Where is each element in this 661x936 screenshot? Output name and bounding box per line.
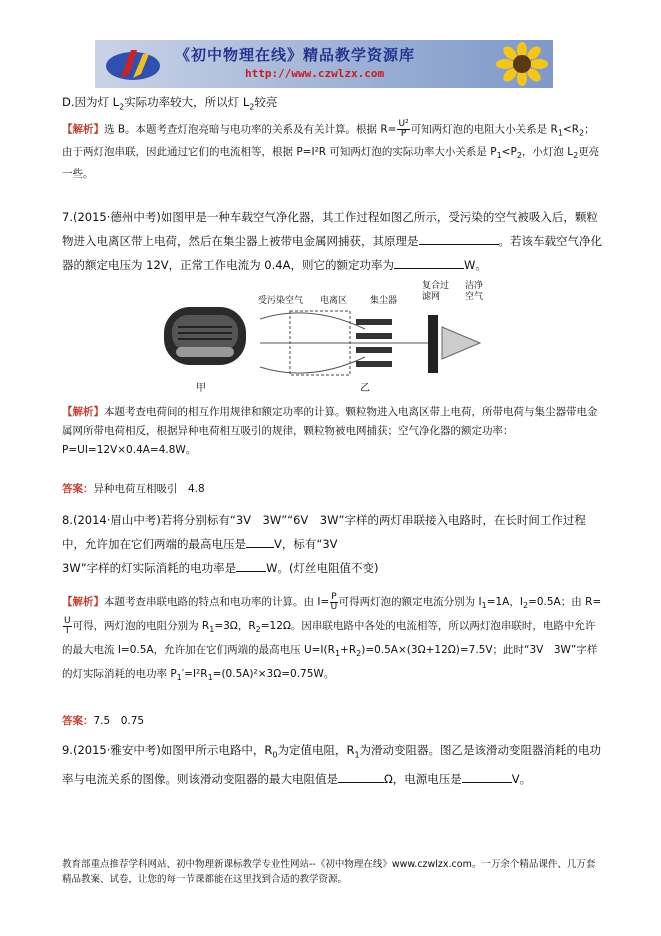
figure-air-purifier	[160, 281, 500, 399]
q7-answer: 答案：异种电荷互相吸引 4.8	[62, 483, 205, 495]
fig-label-collector: 集尘器	[370, 296, 398, 306]
q9-blank-2[interactable]	[462, 770, 512, 783]
fraction-u2-over-p: $\frac{\text{U²}}{P}$	[398, 119, 409, 139]
fig-label-dirty-air: 受污染空气	[258, 296, 304, 306]
q8-blank-2[interactable]	[236, 559, 266, 572]
site-logo-icon	[103, 44, 163, 84]
fig-label-a: 甲	[196, 383, 206, 394]
fraction-u-over-i: $\frac{U}{I}$	[64, 615, 71, 636]
fig-label-filter: 复合过滤网	[422, 281, 450, 302]
fig-label-b: 乙	[360, 383, 370, 394]
header-title: 《初中物理在线》精品教学资源库	[175, 46, 416, 64]
q8-analysis: 【解析】本题考查串联电路的特点和电功率的计算。由 I= $\frac{P}{U}$ 可得两灯泡的额定电流分别为 $I_1=1A$，$I_2=0.5A$；由 R= $\frac{U}{I}$ 可得，两灯泡的电阻分别为 $R_1=3\Omega$，$R_2=12\Omega$。因串联电路中各处的电流相等，所以两灯泡串联时，电路中允许的最大电流 I=0.5A，允许加在它们两端的最高电压 $U=I(R_1+R_2)=0.5A\times(3\Omega+12\Omega)=7.5V$；此时“3V 3W”字样的灯实际消耗的电功率 $P_1'=I^2R_1=(0.5A)^2\times 3\Omega=0.75W$。	[62, 591, 602, 683]
header-banner	[95, 40, 553, 88]
page-footer: 教育部重点推荐学科网站、初中物理新课标教学专业性网站--《初中物理在线》www.czwlzx.com。一万余个精品课件、几万套精品教案、试卷，让您的每一节课都能在这里找到合适的教学资源。	[62, 859, 596, 885]
q7-blank-2[interactable]	[394, 256, 464, 269]
q7-analysis: 【解析】本题考查电荷间的相互作用规律和额定功率的计算。颗粒物进入电离区带上电荷，所带电荷与集尘器带电金属网所带电荷相反，根据异种电荷相互吸引的规律，颗粒物被电网捕获；空气净化器的额定功率：P=UI=12V×0.4A=4.8W。	[62, 406, 598, 456]
q7-blank-1[interactable]	[419, 232, 499, 245]
fig-label-clean-air: 洁净空气	[465, 281, 484, 302]
question-8: 8.(2014·眉山中考)若将分别标有“3V 3W”“6V 3W”字样的两灯串联接入电路时，在长时间工作过程中，允许加在它们两端的最高电压是 V，标有“3V 3W”字样的灯实际消耗的电功率是 W。(灯丝电阻值不变)	[62, 513, 586, 575]
question-9: 9.(2015·雅安中考)如图甲所示电路中，$R_0$为定值电阻，$R_1$为滑动变阻器。图乙是该滑动变阻器消耗的电功率与电流关系的图像。则该滑动变阻器的最大电阻值是 Ω，电源电压是 V。	[62, 743, 602, 787]
fig-label-ion-zone: 电离区	[320, 296, 348, 306]
q8-blank-1[interactable]	[246, 535, 274, 548]
q9-blank-1[interactable]	[338, 770, 384, 783]
question-7: 7.(2015·德州中考)如图甲是一种车载空气净化器，其工作过程如图乙所示，受污染的空气被吸入后，颗粒物进入电离区带上电荷，然后在集尘器上被带电金属网捕获，其原理是 。若该车载空气净化器的额定电压为 12V，正常工作电流为 0.4A，则它的额定功率为 W。	[62, 210, 602, 272]
sunflower-icon	[495, 42, 549, 86]
fraction-p-over-u: $\frac{P}{U}$	[330, 591, 338, 612]
q6-analysis: 【解析】选 B。本题考查灯泡亮暗与电功率的关系及有关计算。根据 R= $\frac{\text{U²}}{P}$ 可知两灯泡的电阻大小关系是 $R_1<R_2$；由于两灯泡串联，因此通过它们的电流相等，根据 P=I²R 可知两灯泡的实际功率大小关系是 $P_1<P_2$，小灯泡 $L_2$更亮一些。	[62, 119, 600, 180]
option-d: D.因为灯 $L_2$实际功率较大，所以灯 $L_2$较亮	[62, 95, 278, 112]
header-url[interactable]: http://www.czwlzx.com	[245, 67, 385, 80]
q8-answer: 答案：7.5 0.75	[62, 715, 145, 727]
